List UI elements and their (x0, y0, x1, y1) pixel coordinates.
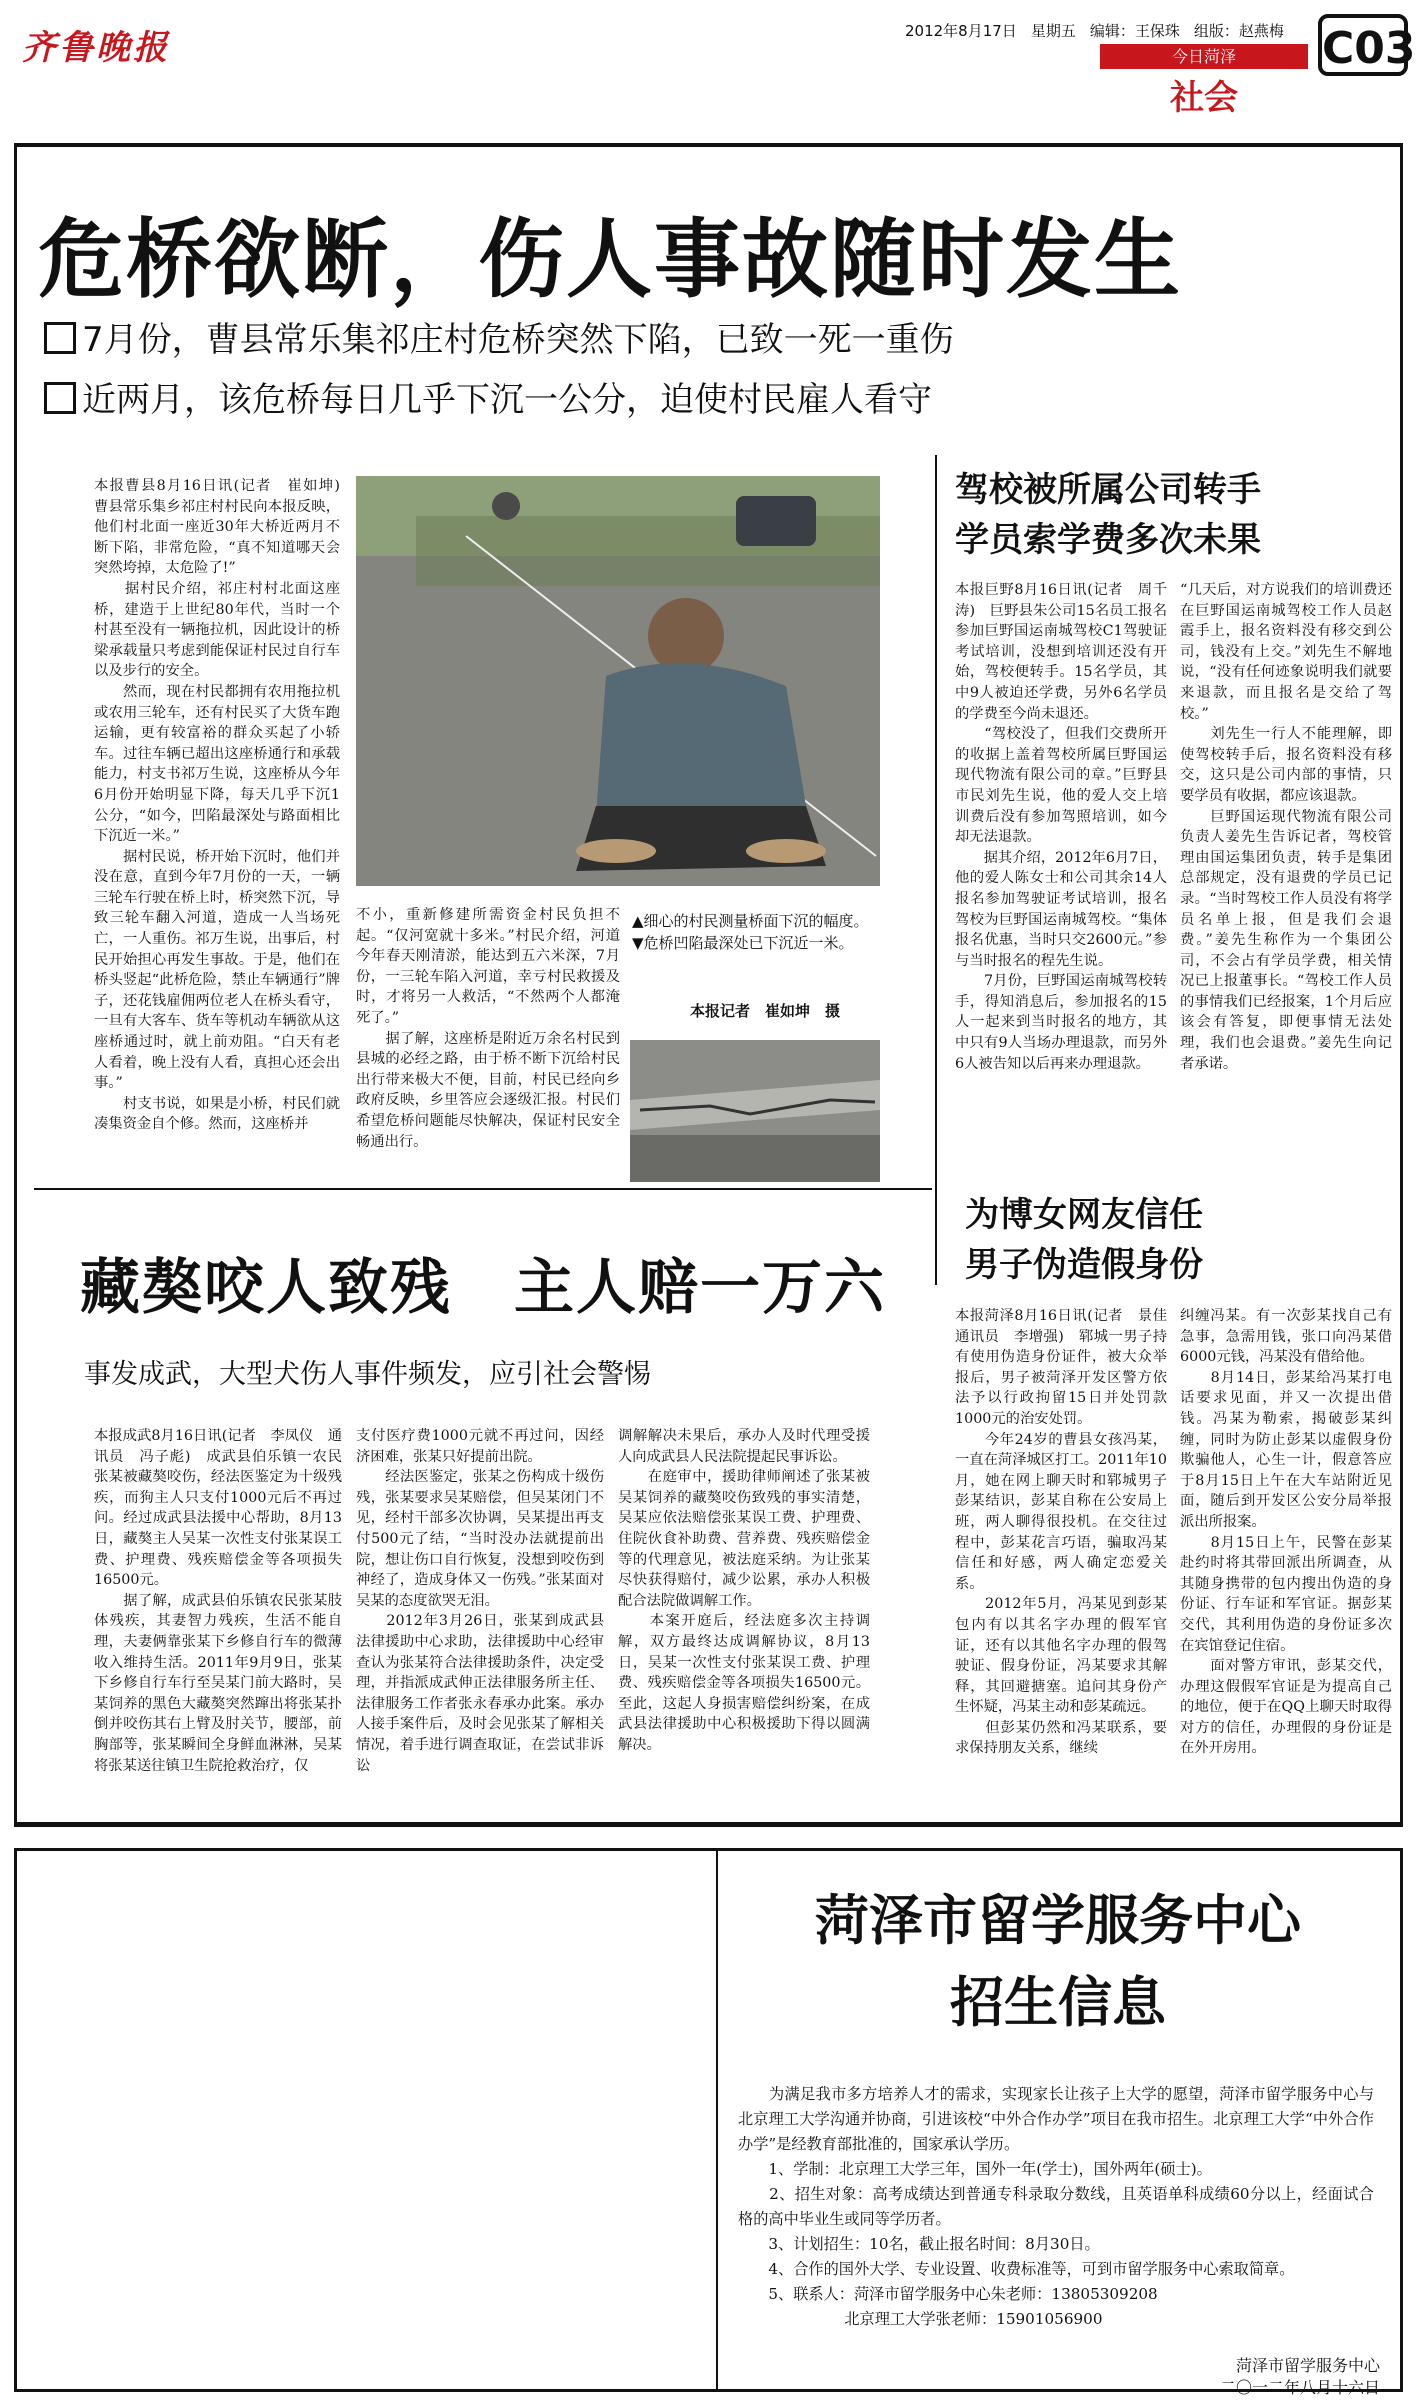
side1-headline: 驾校被所属公司转手 学员索学费多次未果 (955, 470, 1261, 560)
lead-body-col2: 不小，重新修建所需资金村民负担不起。“仅河宽就十多米。”村民介绍，河道今年春天刚清淤，能达到五六米深，7月份，一三轮车陷入河道，幸亏村民救援及时，才将另一人救活，“不然两个人都淹死了。” 据了解，这座桥是附近万余名村民到县城的必经之路，由于桥不断下沉给村民出行带来极大不便，目前，村民已经向乡政府反映，乡里答应会逐级汇报。村民们希望危桥问题能尽快解决，保证村民安全畅通出行。 (356, 907, 620, 1150)
lead-subhead-2 (44, 372, 932, 421)
story2-body-col3: 调解解决未果后，承办人及时代理受援人向成武县人民法院提起民事诉讼。 在庭审中，援助律师阐述了张某被吴某饲养的藏獒咬伤致残的事实清楚，吴某应依法赔偿张某误工费、护理费、住院伙食补助费、营养费、残疾赔偿金等的代理意见，被法庭采纳。为让张某尽快获得赔付，减少讼累，承办人积极配合法院做调解工作。 本案开庭后，经法庭多次主持调解，双方最终达成调解协议，8月13日，吴某一次性支付张某误工费、护理费、残疾赔偿金等各项损失16500元。至此，这起人身损害赔偿纠纷案，在成武县法律援助中心积极援助下得以圆满解决。 (618, 1428, 870, 1753)
middle-rule (14, 1822, 1403, 1827)
issue-weekday: 星期五 (1030, 22, 1076, 40)
side2-headline: 为博女网友信任 男子伪造假身份 (965, 1195, 1203, 1285)
section-divider (34, 1188, 932, 1190)
checkbox-bullet-icon (44, 322, 76, 354)
lead-subhead-2-text: 近两月，该危桥每日几乎下沉一公分，迫使村民雇人看守 (82, 380, 932, 420)
side2-body-col2: 纠缠冯某。有一次彭某找自己有急事，急需用钱，张口向冯某借6000元钱，冯某没有借给他。 8月14日，彭某给冯某打电话要求见面，并又一次提出借钱。冯某为勒索，揭破彭某纠缠，同时为防止彭某以虚假身份欺骗他人，心生一计，假意答应于8月15日上午在大车站附近见面，随后到开发区公安分局举报派出所报案。 8月15日上午，民警在彭某赴约时将其带回派出所调查，从其随身携带的包内搜出伪造的身份证、行车证和军官证。据彭某交代，其利用伪造的身份证多次在宾馆登记住宿。 面对警方审讯，彭某交代，办理这假假军官证是为提高自己的地位，便于在QQ上聊天时取得对方的信任，办理假的身份证是在外开房用。 (1180, 1308, 1392, 1757)
side2-body-col1: 本报菏泽8月16日讯(记者 景佳 通讯员 李增强) 郓城一男子持有使用伪造身份证件，被大众举报后，男子被菏泽开发区警方依法予以行政拘留15日并处罚款1000元的治安处罚。 今年24岁的曹县女孩冯某，一直在菏泽城区打工。2011年10月，她在网上聊天时和郓城男子彭某结识，彭某自称在公安局上班，两人聊得很投机。在交往过程中，彭某花言巧语，骗取冯某信任和好感，两人确定恋爱关系。 2012年5月，冯某见到彭某包内有以其名字办理的假军官证，还有以其他名字办理的假驾驶证、假身份证，冯某要求其解释，其回避搪塞。追问其身份产生怀疑，冯某主动和彭某疏远。 但彭某仍然和冯某联系，要求保持朋友关系，继续 (955, 1308, 1167, 1757)
column-rule (935, 455, 937, 1285)
bridge-crack-photo (630, 1040, 880, 1182)
newspaper-logo: 齐鲁晚报 (22, 28, 170, 68)
issue-date: 2012年8月17日 (905, 22, 1017, 40)
lead-body-col1: 本报曹县8月16日讯(记者 崔如坤) 曹县常乐集乡祁庄村村民向本报反映，他们村北面一座近30年大桥近两月不断下陷，非常危险，“真不知道哪天会突然垮掉，太危险了!” 据村民介绍，祁庄村村北面这座桥，建造于上世纪80年代，当时一个村甚至没有一辆拖拉机，因此设计的桥梁承载量只考虑到能保证村民过自行车以及步行的安全。 然而，现在村民都拥有农用拖拉机或农用三轮车，还有村民买了大货车跑运输，更有较富裕的群众买起了小轿车。过往车辆已超出这座桥通行和承载能力，村支书祁万生说，这座桥从今年6月份开始明显下降，每天几乎下沉1公分，“如今，凹陷最深处与路面相比下沉近一米。” 据村民说，桥开始下沉时，他们并没在意，直到今年7月份的一天，一辆三轮车行驶在桥上时，桥突然下沉，导致三轮车翻入河道，造成一人当场死亡，一人重伤。祁万生说，出事后，村民开始担心再发生事故。于是，他们在桥头竖起“此桥危险，禁止车辆通行”牌子，还花钱雇佣两位老人在桥头看守，一旦有大客车、货车等机动车辆欲从这座桥通过时，就上前劝阻。“白天有老人看着，晚上没有人看，真担心还会出事。” 村支书说，如果是小桥，村民们就凑集资金自个修。然而，这座桥并 (94, 478, 340, 1133)
bridge-measuring-photo (356, 476, 880, 886)
ad-body: 为满足我市多方培养人才的需求，实现家长让孩子上大学的愿望，菏泽市留学服务中心与北京理工大学沟通并协商，引进该校“中外合作办学”项目在我市招生。北京理工大学“中外合作办学”是经教育部批准的，国家承认学历。 1、学制：北京理工大学三年，国外一年(学士)，国外两年(硕士)。 2、招生对象：高考成绩达到普通专科录取分数线，且英语单科成绩60分以上，经面试合格的高中毕业生或同等学历者。 3、计划招生：10名，截止报名时间：8月30日。 4、合作的国外大学、专业设置、收费标准等，可到市留学服务中心索取简章。 5、联系人：菏泽市留学服务中心朱老师：13805309208 北京理工大学张老师：15901056900 (738, 2085, 1374, 2328)
lead-subhead-1 (44, 312, 954, 361)
ad-signature: 菏泽市留学服务中心 二〇一二年八月十六日 (1219, 2356, 1380, 2397)
photo-illustration (356, 476, 880, 886)
page-number: C03 (1318, 14, 1408, 76)
photo-credit: 本报记者 崔如坤 摄 (690, 1002, 841, 1020)
story2-headline: 藏獒咬人致残 主人赔一万六 (80, 1253, 886, 1323)
editor-credit: 编辑：王保珠 (1089, 22, 1180, 40)
story2-body-col1: 本报成武8月16日讯(记者 李凤仪 通讯员 冯子彪) 成武县伯乐镇一农民张某被藏獒咬伤，经法医鉴定为十级残疾，而狗主人只支付1000元后不再过问。经过成武县法援中心帮助，8月13日，藏獒主人吴某一次性支付张某误工费、护理费、残疾赔偿金等各项损失16500元。 据了解，成武县伯乐镇农民张某肢体残疾，其妻智力残疾，生活不能自理，夫妻俩靠张某下乡修自行车的微薄收入维持生活。2011年9月9日，张某下乡修自行车行至吴某门前大路时，吴某饲养的黑色大藏獒突然蹿出将张某扑倒并咬伤其右上臂及肘关节，腰部，前胸部等，张某瞬间全身鲜血淋淋，吴某将张某送往镇卫生院抢救治疗，仅 (94, 1428, 342, 1774)
story2-subhead: 事发成武，大型犬伤人事件频发，应引社会警惕 (84, 1359, 651, 1390)
lead-subhead-1-text: 7月份，曹县常乐集祁庄村危桥突然下陷，已致一死一重伤 (82, 320, 954, 360)
layout-credit: 组版：赵燕梅 (1193, 22, 1284, 40)
top-rule (14, 143, 1403, 147)
ad-title: 菏泽市留学服务中心 招生信息 (815, 1889, 1301, 2034)
section-tag: 今日菏泽 (1100, 44, 1308, 69)
photo-caption: ▲细心的村民测量桥面下沉的幅度。 ▼危桥凹陷最深处已下沉近一米。 (632, 912, 869, 952)
ad-divider (716, 1850, 718, 2390)
side1-body-col1: 本报巨野8月16日讯(记者 周千涛) 巨野县朱公司15名员工报名参加巨野国运南城驾校C1驾驶证考试培训，没想到培训还没有开始，驾校便转手。15名学员，其中9人被迫还学费，另外6名学员的学费至今尚未退还。 “驾校没了，但我们交费所开的收据上盖着驾校所属巨野国运现代物流有限公司的章。”巨野县市民刘先生说，他的爱人交上培训费后没有参加驾照培训，如今却无法退款。 据其介绍，2012年6月7日，他的爱人陈女士和公司其余14人报名参加驾驶证考试培训，报名驾校为巨野国运南城驾校。“集体报名优惠，当时只交2600元。”参与当时报名的程先生说。 7月份，巨野国运南城驾校转手，得知消息后，参加报名的15人一起来到当时报名的地方，其中只有9人当场办理退款，而另外6人被告知以后再来办理退款。 (955, 582, 1167, 1072)
section-name: 社会 (1170, 78, 1238, 118)
lead-headline: 危桥欲断，伤人事故随时发生 (38, 210, 1182, 310)
story2-body-col2: 支付医疗费1000元就不再过问，因经济困难，张某只好提前出院。 经法医鉴定，张某之伤构成十级伤残，张某要求吴某赔偿，但吴某闭门不见，经村干部多次协调，吴某提出再支付500元了结，“当时没办法就提前出院，想让伤口自行恢复，没想到咬伤到神经了，造成身体又一伤残。”张某面对吴某的态度欲哭无泪。 2012年3月26日，张某到成武县法律援助中心求助，法律援助中心经审查认为张某符合法律援助条件，决定受理，并指派成武伸正法律服务所主任、法律服务工作者张永春承办此案。承办人接手案件后，及时会见张某了解相关情况，着手进行调查取证，在尝试非诉讼 (356, 1428, 604, 1774)
issue-meta (905, 20, 1298, 41)
side1-body-col2: “几天后，对方说我们的培训费还在巨野国运南城驾校工作人员赵霞手上，报名资料没有移交到公司，钱没有上交。”刘先生不解地说，“没有任何迹象说明我们就要来退款，而且报名是交给了驾校。” 刘先生一行人不能理解，即使驾校转手后，报名资料没有移交，这只是公司内部的事情，只要学员有收据，都应该退款。 巨野国运现代物流有限公司负责人姜先生告诉记者，驾校管理由国运集团负责，转手是集团总部规定，没有退费的学员已记录。“当时驾校工作人员没有将学员名单上报，但是我们会退费。”姜先生称作为一个集团公司，不会占有学员学费，相关情况已上报董事长。“驾校工作人员的事情我们已经报案，1个月后应该会有答复，即便事情无法处理，我们也会退费。”姜先生向记者承诺。 (1180, 582, 1392, 1072)
checkbox-bullet-icon (44, 382, 76, 414)
photo-illustration (630, 1040, 880, 1182)
